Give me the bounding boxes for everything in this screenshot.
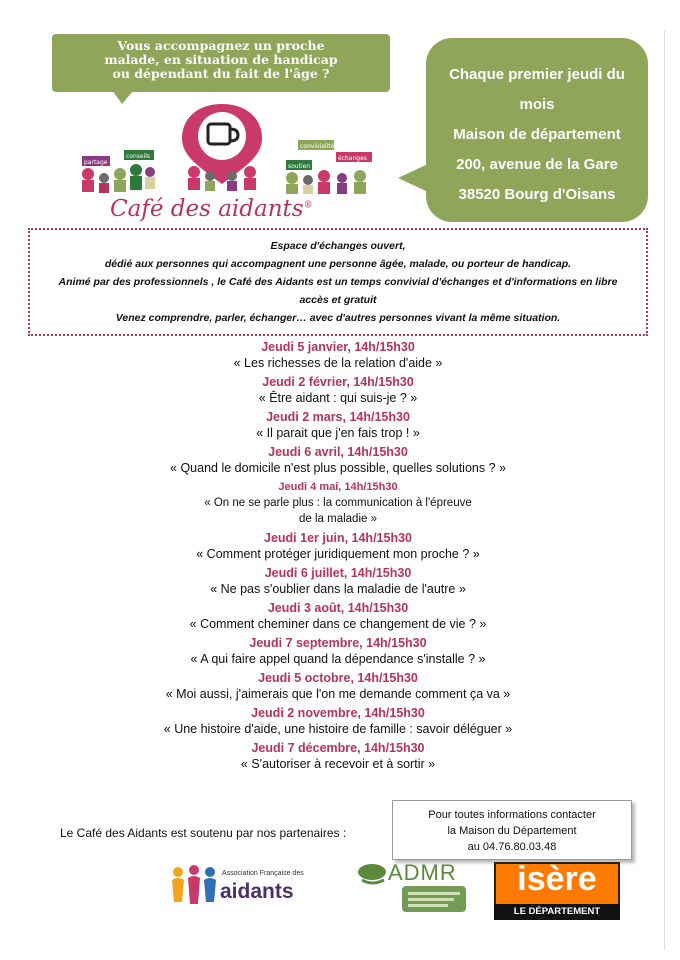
intro-question-bubble bbox=[52, 34, 390, 92]
location-line: 38520 Bourg d'Oisans bbox=[458, 186, 616, 203]
session-date: Jeudi 1er juin, 14h/15h30 bbox=[264, 531, 412, 545]
session-topic: « Moi aussi, j'aimerais que l'on me demande comment ça va » bbox=[165, 687, 511, 701]
people-group-left-icon bbox=[82, 150, 155, 193]
session-item bbox=[60, 565, 616, 597]
bubble-tail bbox=[398, 164, 428, 192]
session-date: Jeudi 5 octobre, 14h/15h30 bbox=[258, 671, 418, 685]
afa-people-logo-icon bbox=[168, 864, 220, 908]
session-date: Jeudi 7 décembre, 14h/15h30 bbox=[251, 741, 425, 755]
session-topic: « Une histoire d'aide, une histoire de famille : savoir déléguer » bbox=[163, 722, 513, 736]
session-item bbox=[60, 530, 616, 562]
session-topic: « Les richesses de la relation d'aide » bbox=[233, 356, 443, 370]
session-topic: « Comment protéger juridiquement mon proche ? » bbox=[196, 547, 480, 561]
session-schedule bbox=[60, 339, 616, 775]
people-group-right-icon bbox=[286, 140, 372, 194]
tag-label: partage bbox=[84, 159, 108, 166]
session-item bbox=[60, 670, 616, 702]
intro-question-line: Vous accompagnez un proche bbox=[117, 38, 325, 53]
location-line: Maison de département bbox=[453, 126, 621, 143]
session-item bbox=[60, 740, 616, 772]
admr-leaf-icon bbox=[354, 858, 390, 888]
session-date: Jeudi 6 juillet, 14h/15h30 bbox=[264, 566, 412, 580]
session-topic: « Comment cheminer dans ce changement de vie ? » bbox=[189, 617, 487, 631]
session-date: Jeudi 2 février, 14h/15h30 bbox=[262, 375, 414, 389]
session-topic: « Il parait que j'en fais trop ! » bbox=[256, 426, 420, 440]
session-item bbox=[60, 479, 616, 527]
description-line: Espace d'échanges ouvert, bbox=[270, 240, 406, 252]
session-item bbox=[60, 705, 616, 737]
session-item bbox=[60, 409, 616, 441]
registered-mark: ® bbox=[303, 200, 313, 211]
isere-logo-band: LE DÉPARTEMENT bbox=[494, 904, 620, 920]
session-topic: « Quand le domicile n'est plus possible, quelles solutions ? » bbox=[170, 461, 506, 475]
session-date: Jeudi 4 mai, 14h/15h30 bbox=[278, 481, 398, 493]
admr-logo-text: ADMR bbox=[388, 860, 457, 885]
session-topic: « A qui faire appel quand la dépendance s'installe ? » bbox=[190, 652, 486, 666]
location-bubble bbox=[426, 38, 648, 222]
contact-box bbox=[392, 800, 632, 860]
logo-title-text: Café des aidants bbox=[110, 196, 304, 222]
session-date: Jeudi 6 avril, 14h/15h30 bbox=[268, 445, 408, 459]
contact-line: Pour toutes informations contacter bbox=[428, 809, 596, 821]
location-line: Chaque premier jeudi du bbox=[449, 66, 625, 83]
session-date: Jeudi 2 mars, 14h/15h30 bbox=[266, 410, 410, 424]
contact-line: la Maison du Département bbox=[447, 825, 577, 837]
tag-label: conseils bbox=[126, 153, 151, 160]
description-line: Animé par des professionnels , le Café des Aidants est un temps convivial d'échanges et d'informations en libre bbox=[58, 276, 618, 288]
location-line: 200, avenue de la Gare bbox=[456, 156, 618, 173]
session-item bbox=[60, 374, 616, 406]
session-topic: « Être aidant : qui suis-je ? » bbox=[258, 391, 418, 405]
session-topic: « S'autoriser à recevoir et à sortir » bbox=[240, 757, 436, 771]
description-line: Venez comprendre, parler, échanger… avec d'autres personnes vivant la même situation. bbox=[115, 312, 561, 324]
session-date: Jeudi 7 septembre, 14h/15h30 bbox=[249, 636, 427, 650]
session-item bbox=[60, 600, 616, 632]
description-box bbox=[28, 228, 648, 336]
session-topic-continued: de la maladie » bbox=[299, 513, 377, 525]
afa-title: aidants bbox=[220, 880, 294, 903]
session-item bbox=[60, 339, 616, 371]
session-item bbox=[60, 635, 616, 667]
cafe-des-aidants-title bbox=[110, 196, 313, 222]
cafe-des-aidants-logo bbox=[70, 100, 390, 198]
location-line: mois bbox=[519, 96, 555, 113]
session-item bbox=[60, 444, 616, 476]
tag-label: soutien bbox=[288, 163, 311, 170]
description-line: accès et gratuit bbox=[299, 294, 377, 306]
intro-question-line: ou dépendant du fait de l'âge ? bbox=[112, 66, 330, 81]
description-line: dédié aux personnes qui accompagnent une personne âgée, malade, ou porteur de handicap. bbox=[104, 258, 572, 270]
afa-subtitle: Association Française des bbox=[222, 870, 304, 877]
partners-label: Le Café des Aidants est soutenu par nos partenaires : bbox=[60, 826, 347, 840]
session-topic: « Ne pas s'oublier dans la maladie de l'autre » bbox=[210, 582, 466, 596]
contact-phone: au 04.76.80.03.48 bbox=[467, 841, 557, 853]
session-date: Jeudi 3 août, 14h/15h30 bbox=[267, 601, 409, 615]
tag-label: convivialité bbox=[300, 143, 335, 150]
session-date: Jeudi 2 novembre, 14h/15h30 bbox=[251, 706, 425, 720]
tag-label: échanges bbox=[338, 155, 367, 162]
isere-logo-title: isère bbox=[517, 860, 597, 898]
admr-slogan-badge bbox=[402, 886, 466, 912]
page-edge-divider bbox=[664, 30, 665, 950]
intro-question-line: malade, en situation de handicap bbox=[104, 52, 338, 67]
session-date: Jeudi 5 janvier, 14h/15h30 bbox=[261, 340, 415, 354]
session-topic: « On ne se parle plus : la communication à l'épreuve bbox=[204, 497, 472, 509]
